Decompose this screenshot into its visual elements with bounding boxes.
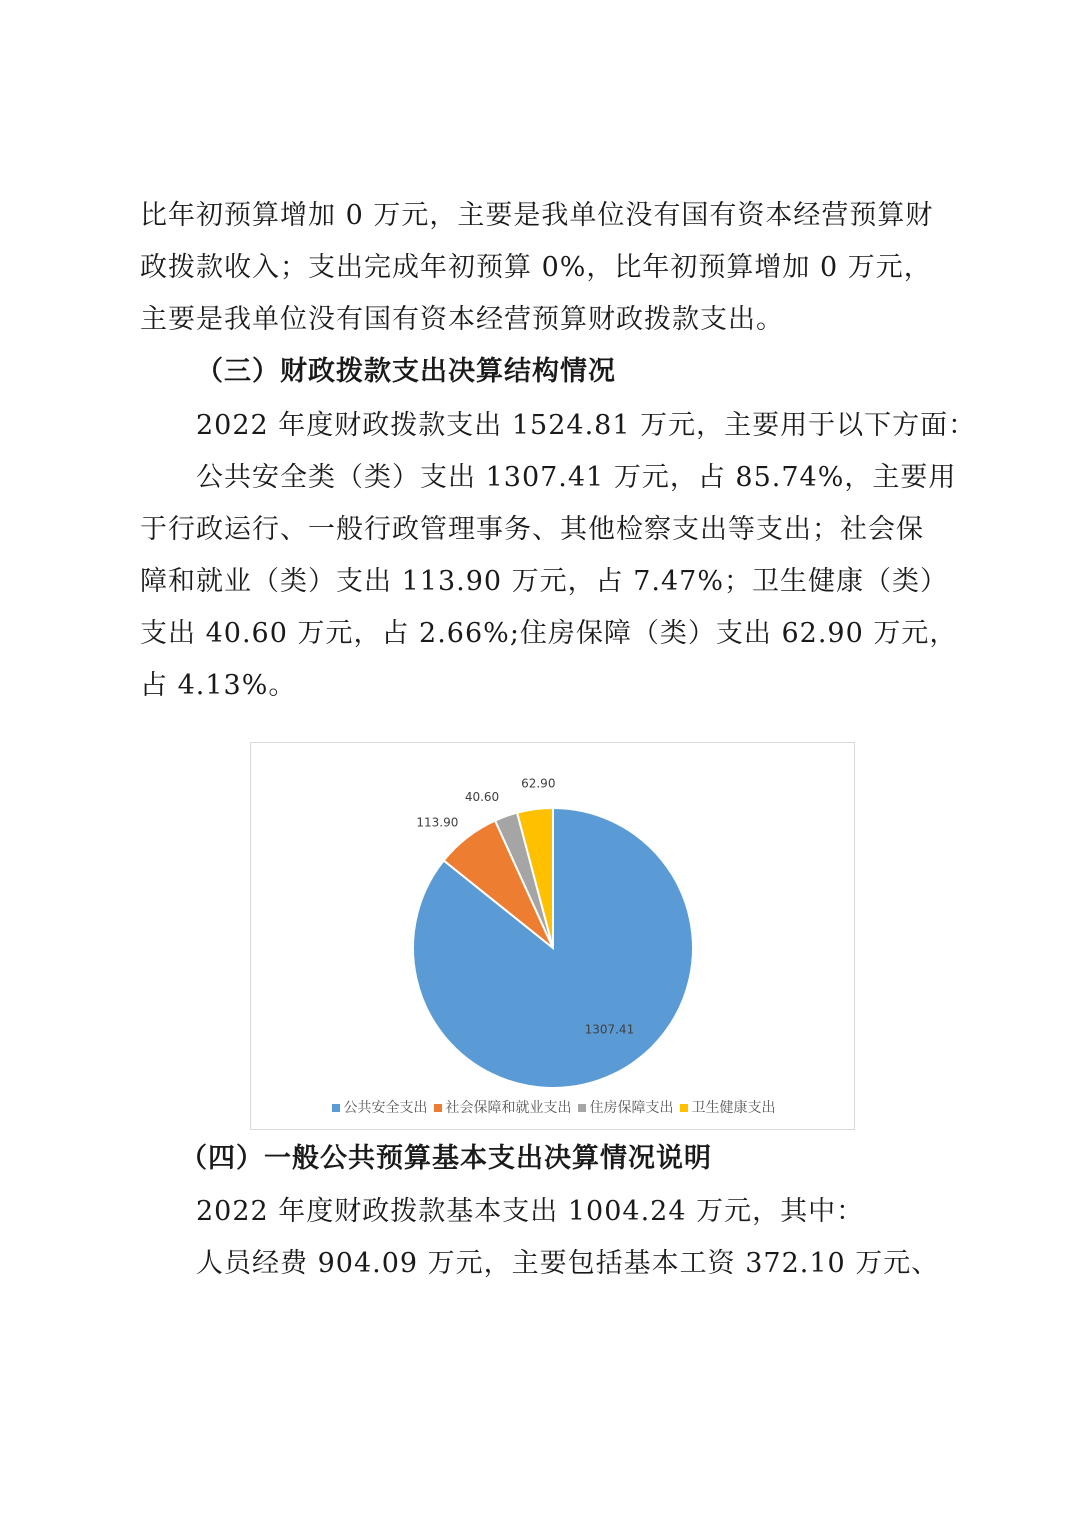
- data-label: 62.90: [521, 776, 556, 791]
- paragraph-line: 主要是我单位没有国有资本经营预算财政拨款支出。: [140, 304, 784, 335]
- legend-label: 卫生健康支出: [691, 1100, 776, 1116]
- paragraph-line: 于行政运行、一般行政管理事务、其他检察支出等支出；社会保: [140, 514, 924, 545]
- legend-swatch: [332, 1104, 340, 1112]
- legend-swatch: [578, 1104, 586, 1112]
- paragraph-line: 人员经费 904.09 万元，主要包括基本工资 372.10 万元、: [196, 1248, 940, 1279]
- legend-item: [680, 1097, 776, 1117]
- chart-legend: [251, 1097, 856, 1117]
- data-label: 113.90: [416, 815, 459, 830]
- data-label: 40.60: [464, 790, 500, 804]
- paragraph-line: 2022 年度财政拨款支出 1524.81 万元，主要用于以下方面：: [196, 410, 977, 441]
- legend-swatch: [680, 1104, 688, 1112]
- legend-item: [578, 1097, 674, 1117]
- legend-label: 住房保障支出: [589, 1100, 674, 1116]
- paragraph-line: 支出 40.60 万元，占 2.66%;住房保障（类）支出 62.90 万元，: [140, 618, 958, 649]
- pie-chart: [250, 742, 855, 1130]
- legend-label: 公共安全支出: [343, 1100, 428, 1116]
- data-label: 1307.41: [584, 1022, 635, 1037]
- section-heading-4: （四）一般公共预算基本支出决算情况说明: [180, 1143, 712, 1174]
- paragraph-line: 障和就业（类）支出 113.90 万元，占 7.47%；卫生健康（类）: [140, 566, 948, 597]
- legend-swatch: [434, 1104, 442, 1112]
- section-heading-3: （三）财政拨款支出决算结构情况: [196, 356, 616, 387]
- legend-item: [332, 1097, 428, 1117]
- paragraph-line: 政拨款收入；支出完成年初预算 0%，比年初预算增加 0 万元，: [140, 252, 932, 283]
- paragraph-line: 公共安全类（类）支出 1307.41 万元，占 85.74%，主要用: [196, 462, 957, 493]
- pie-chart-svg: [251, 743, 856, 1131]
- paragraph-line: 占 4.13%。: [140, 670, 297, 701]
- legend-item: [434, 1097, 572, 1117]
- legend-label: 社会保障和就业支出: [445, 1100, 572, 1116]
- paragraph-line: 比年初预算增加 0 万元，主要是我单位没有国有资本经营预算财: [140, 200, 934, 231]
- paragraph-line: 2022 年度财政拨款基本支出 1004.24 万元，其中：: [196, 1196, 865, 1227]
